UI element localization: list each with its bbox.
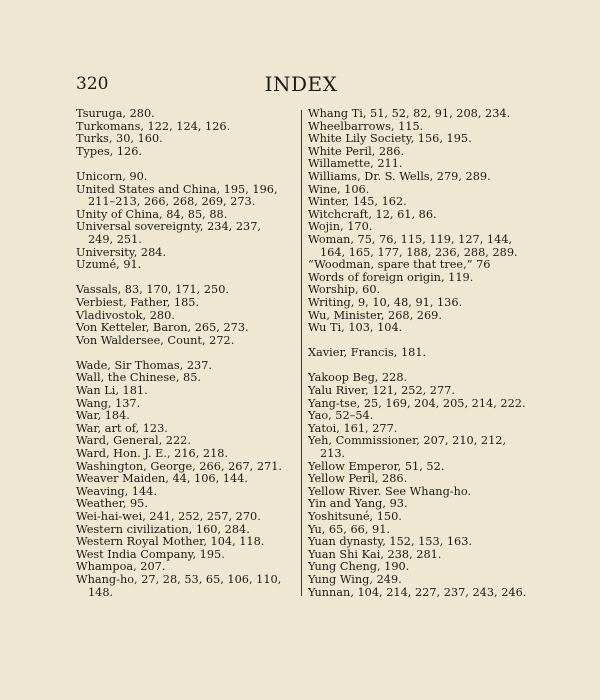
index-entry-text: Weather, 95. (76, 497, 148, 511)
index-entry-text: Yoshitsuné, 150. (308, 510, 402, 523)
index-entry-text: Wu, Minister, 268, 269. (308, 308, 442, 322)
index-entry-text: Yellow Emperor, 51, 52. (308, 459, 445, 473)
index-entry-text: Vladivostok, 280. (76, 308, 175, 322)
page-header (76, 72, 526, 96)
index-entry-text: Yuan Shi Kai, 238, 281. (308, 547, 442, 561)
index-entry-text: Xavier, Francis, 181. (308, 346, 427, 360)
index-entry (76, 259, 298, 272)
index-entry-text: Wang, 137. (76, 396, 141, 410)
index-entry-text: Ward, General, 222. (76, 434, 191, 448)
index-entry (76, 184, 298, 209)
index-entry-text: West India Company, 195. (76, 547, 225, 561)
page-title: INDEX (264, 72, 338, 96)
index-entry (308, 587, 530, 600)
index-entry-text: White Peril, 286. (308, 144, 405, 158)
index-column-right (308, 108, 530, 599)
index-entry-text: Types, 126. (76, 144, 142, 158)
index-entry (76, 335, 298, 348)
index-entry-text: Willamette, 211. (308, 157, 403, 171)
index-entry-continuation: 213. (320, 447, 346, 461)
index-entry-text: Writing, 9, 10, 48, 91, 136. (308, 295, 463, 309)
index-entry-text: Williams, Dr. S. Wells, 279, 289. (308, 169, 491, 183)
index-entry-text: Yeh, Commissioner, 207, 210, 212, (308, 434, 507, 448)
index-entry-continuation: 211–213, 266, 268, 269, 273. (88, 195, 256, 209)
index-entry-text: Yung Cheng, 190. (308, 560, 410, 574)
index-entry-text: Von Waldersee, Count, 272. (76, 333, 235, 347)
index-entry-text: Western civilization, 160, 284. (76, 522, 250, 536)
index-entry-text: Whang-ho, 27, 28, 53, 65, 106, 110, (76, 572, 282, 586)
index-entry-text: Wade, Sir Thomas, 237. (76, 358, 212, 372)
index-entry-text: Vassals, 83, 170, 171, 250. (76, 283, 229, 297)
index-entry-text: Wei-hai-wei, 241, 252, 257, 270. (76, 510, 261, 523)
index-entry-text: Yellow Peril, 286. (308, 472, 408, 486)
index-entry-text: Universal sovereignty, 234, 237, (76, 220, 261, 234)
index-entry-text: Turkomans, 122, 124, 126. (76, 119, 231, 133)
index-entry (308, 347, 530, 360)
index-entry-text: Von Ketteler, Baron, 265, 273. (76, 321, 249, 335)
index-entry (76, 146, 298, 159)
index-entry-continuation: 148. (88, 585, 114, 599)
index-entry-text: Yao, 52–54. (308, 409, 374, 423)
index-entry-text: Words of foreign origin, 119. (308, 270, 474, 284)
index-entry-text: Yakoop Beg, 228. (308, 371, 408, 385)
page-number: 320 (76, 74, 109, 94)
index-entry-text: Turks, 30, 160. (76, 132, 163, 146)
index-entry-text: War, 184. (76, 409, 130, 423)
index-entry-text: Worship, 60. (308, 283, 381, 297)
index-entry-text: Tsuruga, 280. (76, 107, 155, 120)
index-entry-text: Yellow River. See Whang-ho. (308, 484, 472, 498)
index-entry-continuation: 249, 251. (88, 232, 142, 246)
index-entry (308, 435, 530, 460)
index-entry-text: Yang-tse, 25, 169, 204, 205, 214, 222. (308, 396, 526, 410)
index-entry-text: Yuan dynasty, 152, 153, 163. (308, 535, 473, 549)
index-entry-text: Yatoi, 161, 277. (308, 421, 398, 435)
index-entry-text: Winter, 145, 162. (308, 195, 407, 209)
index-entry-continuation: 164, 165, 177, 188, 236, 288, 289. (320, 245, 518, 259)
index-entry-text: White Lily Society, 156, 195. (308, 132, 472, 146)
index-entry-text: Wine, 106. (308, 182, 370, 196)
index-entry-text: Yu, 65, 66, 91. (308, 522, 391, 536)
index-entry-text: Wojin, 170. (308, 220, 373, 234)
index-entry-text: Wan Li, 181. (76, 384, 148, 398)
index-entry-text: Yin and Yang, 93. (308, 497, 408, 511)
index-entry-text: Uzumé, 91. (76, 258, 142, 272)
index-entry-text: Weaving, 144. (76, 484, 157, 498)
index-entry-text: Whampoa, 207. (76, 560, 166, 574)
index-entry-text: Yung Wing, 249. (308, 572, 402, 586)
index-entry-text: Wall, the Chinese, 85. (76, 371, 201, 385)
index-entry-text: Verbiest, Father, 185. (76, 295, 200, 309)
index-entry-text: Washington, George, 266, 267, 271. (76, 459, 283, 473)
column-divider (301, 110, 302, 596)
index-entry (76, 221, 298, 246)
index-entry-text: United States and China, 195, 196, (76, 182, 278, 196)
index-entry-text: Ward, Hon. J. E., 216, 218. (76, 447, 229, 461)
index-entry-text: Yalu River, 121, 252, 277. (308, 384, 455, 398)
index-entry-text: Yunnan, 104, 214, 227, 237, 243, 246. (308, 585, 527, 599)
index-entry-text: University, 284. (76, 245, 167, 259)
index-entry-text: Wheelbarrows, 115. (308, 119, 424, 133)
index-entry-text: Wu Ti, 103, 104. (308, 321, 403, 335)
index-entry (76, 574, 298, 599)
index-entry-text: Witchcraft, 12, 61, 86. (308, 207, 437, 221)
index-entry (308, 322, 530, 335)
index-entry-text: Unity of China, 84, 85, 88. (76, 207, 228, 221)
index-entry-text: War, art of, 123. (76, 421, 168, 435)
index-entry-text: Woman, 75, 76, 115, 119, 127, 144, (308, 232, 513, 246)
index-entry-text: Weaver Maiden, 44, 106, 144. (76, 472, 248, 486)
index-entry-text: Western Royal Mother, 104, 118. (76, 535, 265, 549)
index-column-left (76, 108, 298, 599)
index-entry-text: “Woodman, spare that tree,” 76 (308, 258, 491, 272)
index-entry-text: Whang Ti, 51, 52, 82, 91, 208, 234. (308, 107, 511, 120)
index-entry-text: Unicorn, 90. (76, 169, 148, 183)
index-entry (308, 234, 530, 259)
